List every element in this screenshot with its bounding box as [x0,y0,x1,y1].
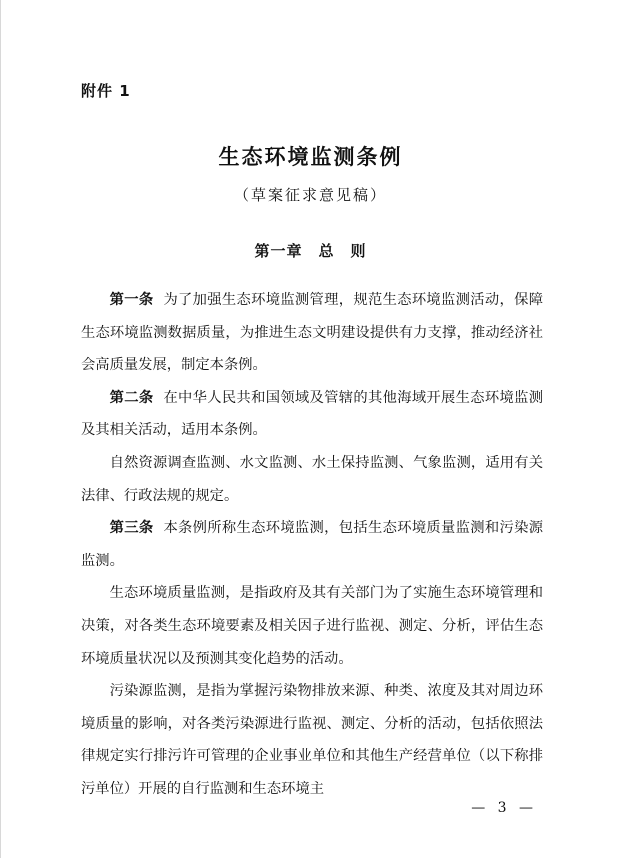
chapter-name: 总 则 [318,242,367,260]
chapter-number: 第一章 [254,242,303,260]
attachment-label: 附件 1 [81,82,131,100]
article-label: 第三条 [109,520,154,537]
page-number: — 3 — [471,800,537,816]
paragraph-text: 本条例所称生态环境监测，包括生态环境质量监测和污染源监测。 [81,520,544,569]
paragraph-text: 污染源监测，是指为掌握污染物排放来源、种类、浓度及其对周边环境质量的影响，对各类污染源进行监视、测定、分析的活动，包括依照法律规定实行排污许可管理的企业事业单位和其他生产经营单位（以下称排污单位）开展的自行监测和生态环境主 [81,683,543,797]
paragraph-text: 生态环境质量监测，是指政府及其有关部门为了实施生态环境管理和决策，对各类生态环境要素及相关因子进行监视、测定、分析，评估生态环境质量状况以及预测其变化趋势的活动。 [81,585,543,667]
paragraph-article-2-clause [81,447,543,512]
paragraph-article-1 [81,284,543,382]
document-subtitle: （草案征求意见稿） [233,186,387,204]
paragraph-text: 为了加强生态环境监测管理，规范生态环境监测活动，保障生态环境监测数据质量，为推进生态文明建设提供有力支撑，推动经济社会高质量发展，制定本条例。 [81,292,544,374]
document-title: 生态环境监测条例 [218,145,403,169]
article-label: 第一条 [109,292,154,308]
paragraph-text: 在中华人民共和国领域及管辖的其他海域开展生态环境监测及其相关活动，适用本条例。 [81,389,544,439]
chapter-heading [1,240,619,261]
paragraph-article-3-quality [81,577,543,675]
article-label: 第二条 [109,389,154,406]
paragraph-article-2 [81,382,543,447]
paragraph-article-3-pollution [81,675,543,805]
document-body [81,284,543,806]
paragraph-text: 自然资源调查监测、水文监测、水土保持监测、气象监测，适用有关法律、行政法规的规定。 [81,454,543,504]
paragraph-article-3 [81,512,543,577]
